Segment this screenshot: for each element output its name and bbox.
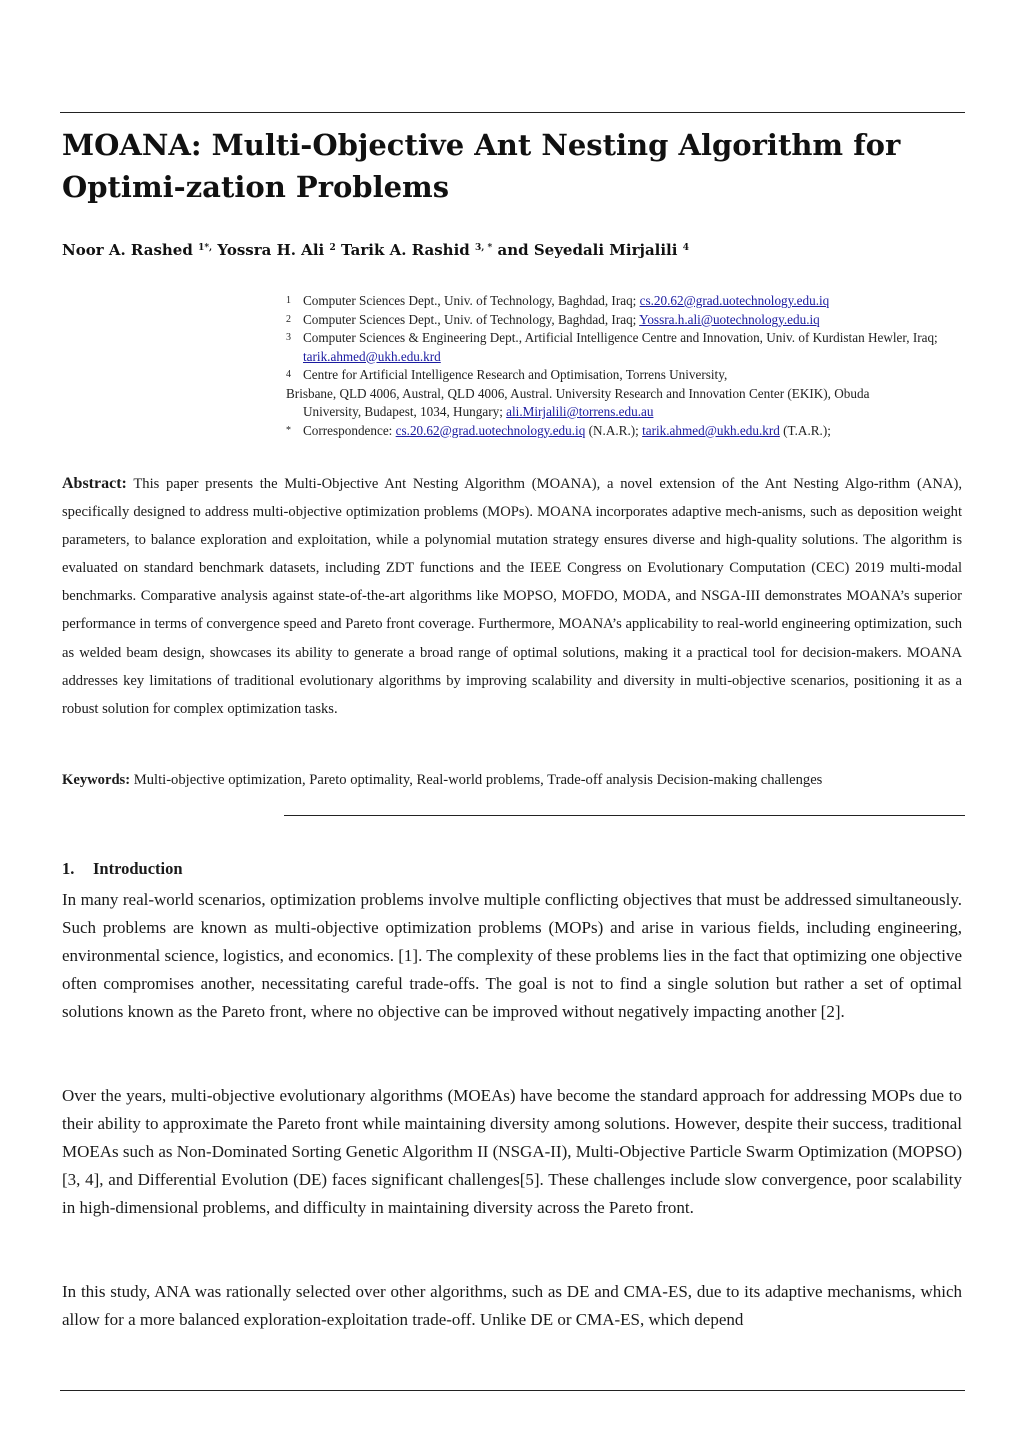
paper-title: MOANA: Multi-Objective Ant Nesting Algorithm for Optimi-zation Problems (62, 128, 901, 204)
email-link[interactable]: tarik.ahmed@ukh.edu.krd (303, 348, 441, 364)
abstract-text: This paper presents the Multi-Objective Ant Nesting Algorithm (MOANA), a novel extension of the Ant Nesting Algo-rithm (ANA), specifically designed to address multi-objective optimization problems (MOPs). MOANA incorporates adaptive mech-anisms, such as deposition weight parameters, to balance exploration and exploitation, while a polynomial mutation strategy ensures diverse and high-quality solutions. The algorithm is evaluated on standard benchmark datasets, including ZDT functions and the IEEE Congress on Evolutionary Computation (CEC) 2019 multi-modal benchmarks. Comparative analysis against state-of-the-art algorithms like MOPSO, MOFDO, MODA, and NSGA-III demonstrates MOANA’s superior performance in terms of convergence speed and Pareto front coverage. Furthermore, MOANA’s applicability to real-world engineering optimization, such as welded beam design, showcases its ability to generate a broad range of optimal solutions, making it a practical tool for decision-makers. MOANA addresses key limitations of traditional evolutionary algorithms by improving scalability and diversity in multi-objective scenarios, positioning it as a robust solution for complex optimization tasks. (62, 476, 963, 717)
correspondence (286, 422, 966, 441)
affiliation-4-line-2: Brisbane, QLD 4006, Austral, QLD 4006, Austral. University Research and Innovation Center (EKIK), Obuda (286, 385, 870, 401)
keywords (62, 768, 962, 792)
author-name: Yossra H. Ali (217, 241, 325, 259)
abstract-heading: Abstract: (62, 475, 127, 492)
affiliation-1 (286, 292, 966, 311)
author-marks: 4 (682, 243, 689, 253)
affiliations (286, 292, 966, 440)
abstract (62, 470, 962, 723)
keywords-text: Multi-objective optimization, Pareto optimality, Real-world problems, Trade-off analysis Decision-making challenges (133, 772, 823, 788)
email-link[interactable]: cs.20.62@grad.uotechnology.edu.iq (639, 293, 830, 308)
email-link[interactable]: tarik.ahmed@ukh.edu.krd (642, 422, 780, 438)
author-initials: (T.A.R.); (783, 422, 831, 438)
affiliation-number: 1 (286, 295, 291, 306)
affiliation-text: Computer Sciences Dept., Univ. of Technology, Baghdad, Iraq; (303, 311, 637, 327)
author-name: Tarik A. Rashid (340, 241, 470, 259)
section-heading (62, 857, 183, 881)
affiliation-2 (286, 311, 966, 330)
affiliation-number: 3 (286, 332, 291, 343)
author-marks: 3, * (475, 243, 493, 253)
section-number: 1. (62, 859, 75, 878)
body-paragraph: In this study, ANA was rationally selected over other algorithms, such as DE and CMA-ES, due to its adaptive mechanisms, which allow for a more balanced exploration-exploitation trade-off. Unlike DE or CMA-ES, which depend (62, 1282, 962, 1329)
footer-rule (60, 1390, 965, 1391)
affiliation-4-line-3 (286, 403, 966, 422)
body-paragraph: Over the years, multi-objective evolutionary algorithms (MOEAs) have become the standard approach for addressing MOPs due to their ability to approximate the Pareto front while maintaining diversity among solutions. However, despite their success, traditional MOEAs such as Non-Dominated Sorting Genetic Algorithm II (NSGA-II), Multi-Objective Particle Swarm Optimization (MOPSO)[3, 4], and Differential Evolution (DE) faces significant challenges[5]. These challenges include slow convergence, poor scalability in high-dimensional problems, and difficulty in maintaining diversity across the Pareto front. (62, 1086, 962, 1217)
email-link[interactable]: Yossra.h.ali@uotechnology.edu.iq (639, 311, 820, 327)
header-rule (60, 112, 965, 113)
affiliation-4 (286, 366, 966, 385)
email-link[interactable]: ali.Mirjalili@torrens.edu.au (506, 404, 654, 419)
correspondence-label: Correspondence: (303, 422, 393, 438)
email-link[interactable]: cs.20.62@grad.uotechnology.edu.iq (395, 422, 586, 438)
affiliation-3 (286, 329, 966, 366)
body-paragraph: In many real-world scenarios, optimization problems involve multiple conflicting objectives that must be addressed simultaneously. Such problems are known as multi-objective optimization problems (MOPs) and arise in various fields, including engineering, environmental science, logistics, and economics. [1]. The complexity of these problems lies in the fact that optimizing one objective often compromises another, necessitating careful trade-offs. The goal is not to find a single solution but rather a set of optimal solutions known as the Pareto front, where no objective can be improved without negatively impacting another [2]. (62, 890, 962, 1021)
keywords-heading: Keywords: (62, 772, 131, 788)
abstract-separator-rule (284, 815, 965, 816)
affiliation-text: University, Budapest, 1034, Hungary; (303, 404, 503, 419)
author-name: Noor A. Rashed (62, 241, 193, 259)
affiliation-text: Centre for Artificial Intelligence Research and Optimisation, Torrens University, (303, 367, 728, 382)
affiliation-text: Computer Sciences Dept., Univ. of Technology, Baghdad, Iraq; (303, 293, 637, 308)
affiliation-text: Computer Sciences & Engineering Dept., Artificial Intelligence Centre and Innovation, Univ. of Kurdistan Hewler, Iraq; (303, 330, 938, 345)
affiliation-number: 4 (286, 369, 291, 380)
author-initials: (N.A.R.); (588, 422, 639, 438)
author-marks: 1*, (198, 243, 213, 253)
section-title: Introduction (93, 859, 183, 878)
author-name: Seyedali Mirjalili (533, 241, 678, 259)
correspondence-mark: * (286, 424, 291, 436)
author-list (62, 238, 962, 260)
affiliation-number: 2 (286, 313, 291, 325)
author-marks: 2 (329, 243, 336, 253)
author-conjunction: and (497, 241, 529, 259)
